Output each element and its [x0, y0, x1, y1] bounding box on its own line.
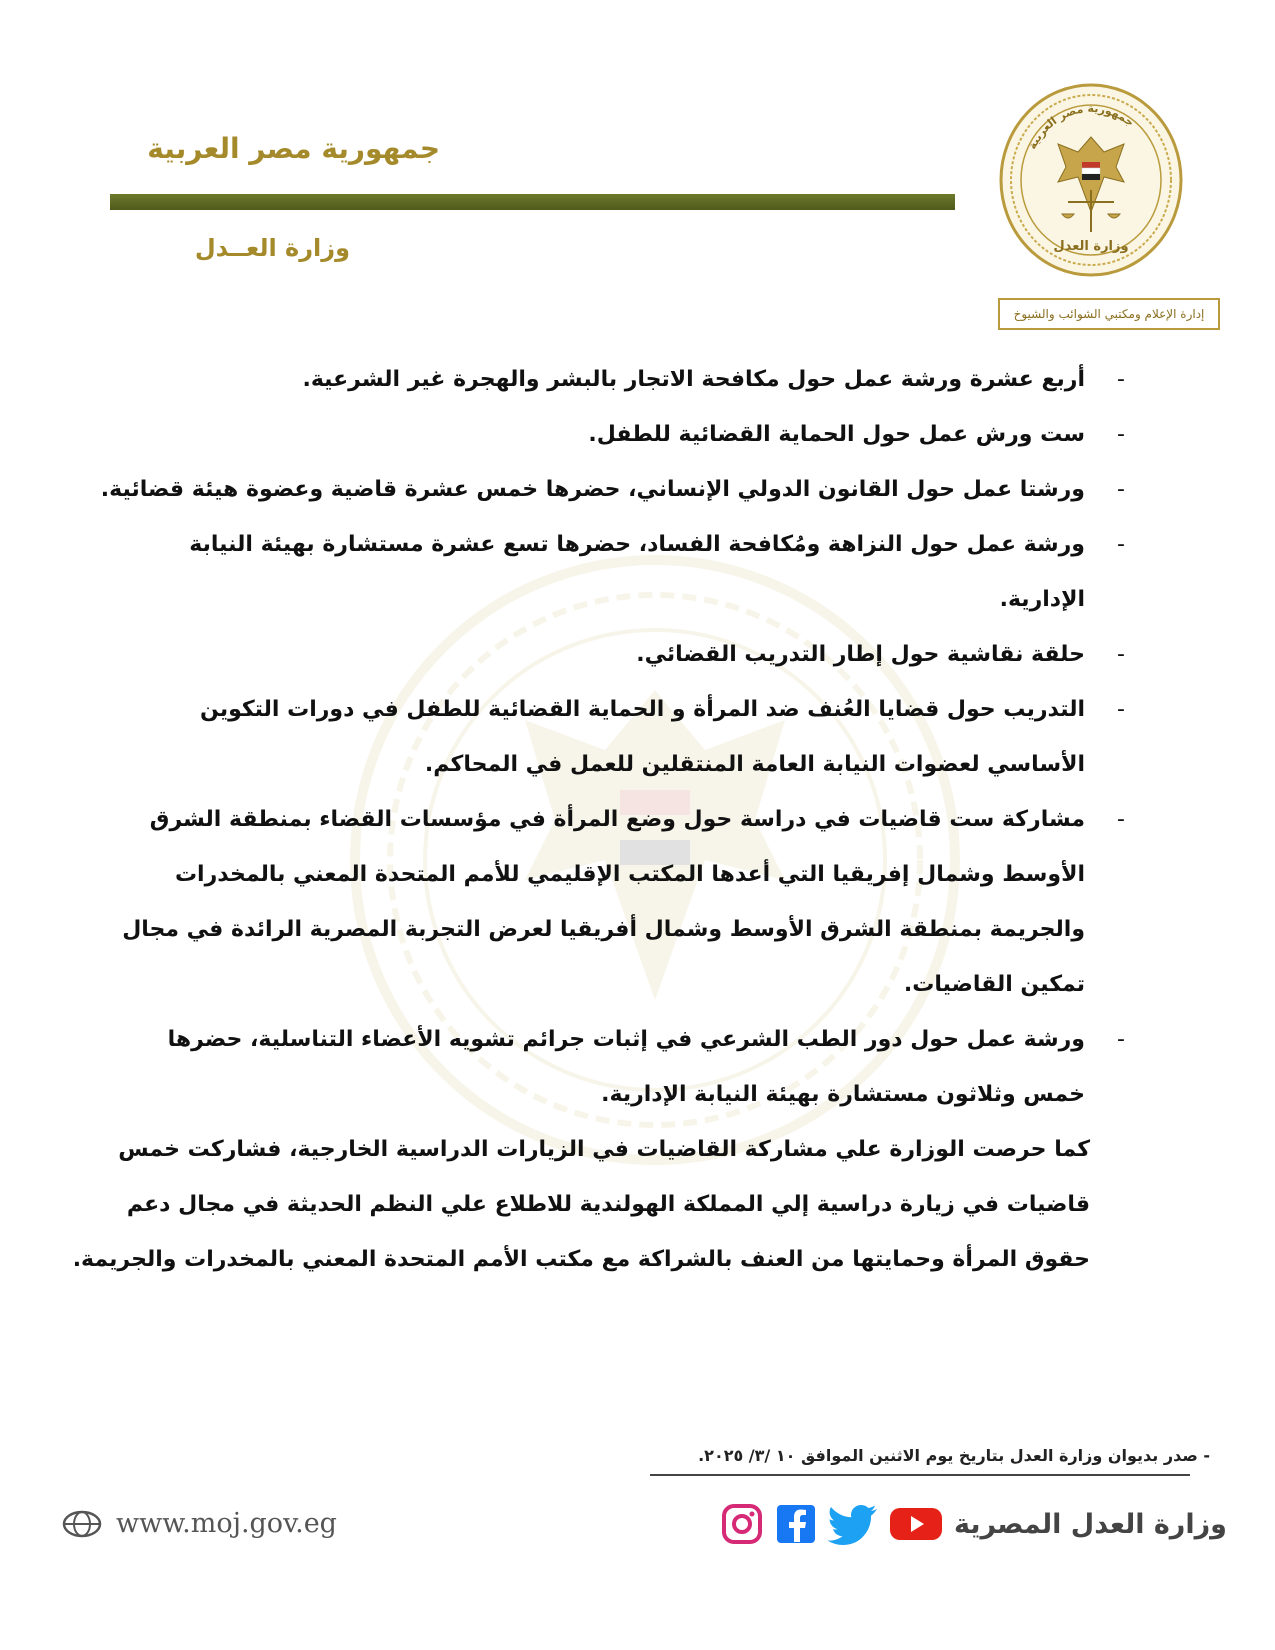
issue-date-underline [650, 1474, 1190, 1476]
header-divider-bar [110, 194, 955, 210]
list-item: - أربع عشرة ورشة عمل حول مكافحة الاتجار بالبشر والهجرة غير الشرعية. [100, 352, 1125, 407]
social-account-name: وزارة العدل المصرية [954, 1508, 1227, 1540]
list-item: - حلقة نقاشية حول إطار التدريب القضائي. [100, 627, 1125, 682]
seal-caption: إدارة الإعلام ومكتبي الشوائب والشيوخ [998, 298, 1220, 330]
facebook-icon[interactable] [774, 1502, 818, 1546]
instagram-icon[interactable] [720, 1502, 764, 1546]
seal-bottom-text: وزارة العدل [1053, 239, 1129, 254]
footer-website[interactable] [62, 1508, 337, 1539]
header-ministry: وزارة العــدل [194, 234, 350, 262]
list-item: - التدريب حول قضايا العُنف ضد المرأة و الحماية القضائية للطفل في دورات التكوين الأساسي لعضوات النيابة العامة المنتقلين للعمل في المحاكم. [100, 682, 1125, 792]
list-item: - ورشة عمل حول دور الطب الشرعي في إثبات جرائم تشويه الأعضاء التناسلية، حضرها خمس وثلاثون مستشارة بهيئة النيابة الإدارية. [100, 1012, 1125, 1122]
website-link[interactable]: www.moj.gov.eg [116, 1508, 337, 1539]
globe-icon [62, 1510, 102, 1538]
list-item: - ست ورش عمل حول الحماية القضائية للطفل. [100, 407, 1125, 462]
seal-top-text: جمهورية مصر العربية [1025, 101, 1137, 152]
youtube-icon[interactable] [888, 1504, 944, 1544]
twitter-icon[interactable] [828, 1502, 878, 1546]
activities-list [100, 352, 1125, 1122]
list-item: - ورشة عمل حول النزاهة ومُكافحة الفساد، حضرها تسع عشرة مستشارة بهيئة النيابة الإدارية. [100, 517, 1125, 627]
issue-date-note: - صدر بديوان وزارة العدل بتاريخ يوم الاثنين الموافق ١٠ /٣/ ٢٠٢٥. [698, 1446, 1210, 1465]
main-content [72, 352, 1125, 1287]
list-item: - مشاركة ست قاضيات في دراسة حول وضع المرأة في مؤسسات القضاء بمنطقة الشرق الأوسط وشمال إفريقيا التي أعدها المكتب الإقليمي للأمم المتحدة المعني بالمخدرات والجريمة بمنطقة الشرق الأوسط وشمال أفريقيا لعرض التجربة المصرية الرائدة في مجال تمكين القاضيات. [100, 792, 1125, 1012]
closing-paragraph: كما حرصت الوزارة علي مشاركة القاضيات في الزيارات الدراسية الخارجية، فشاركت خمس قاضيات في زيارة دراسية إلي المملكة الهولندية للاطلاع علي النظم الحديثة في مجال دعم حقوق المرأة وحمايتها من العنف بالشراكة مع مكتب الأمم المتحدة المعني بالمخدرات والجريمة. [72, 1137, 1090, 1272]
list-item: - ورشتا عمل حول القانون الدولي الإنساني، حضرها خمس عشرة قاضية وعضوة هيئة قضائية. [100, 462, 1125, 517]
ministry-seal-icon [998, 82, 1184, 278]
header-country: جمهورية مصر العربية [147, 132, 440, 165]
footer-social [720, 1502, 1237, 1546]
